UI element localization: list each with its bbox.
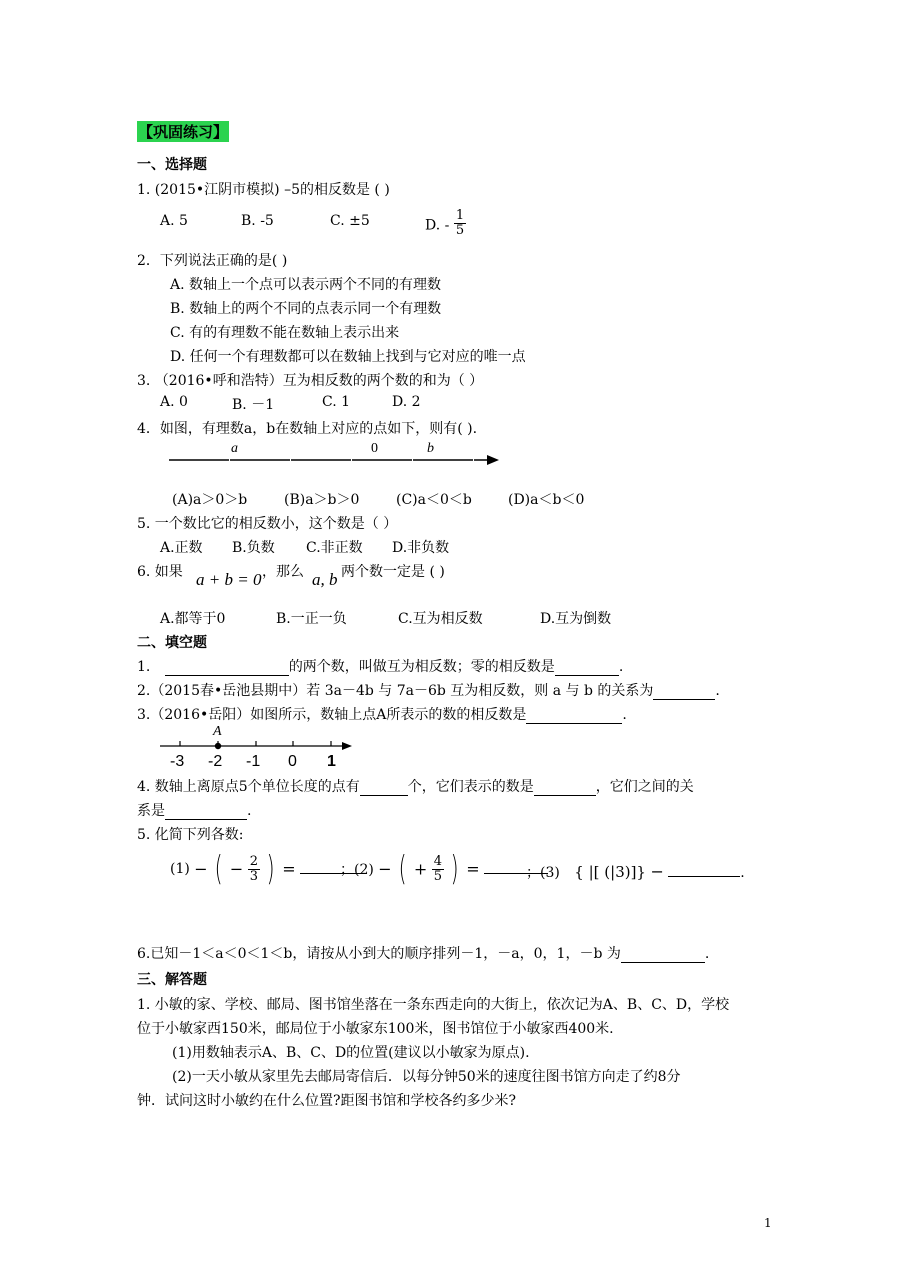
q6-option-b: B.一正一负 (276, 611, 347, 627)
q4-option-d: (D)a＜b＜0 (508, 492, 585, 508)
fill-q2: 2.（2015春•岳池县期中）若 3a－4b 与 7a－6b 互为相反数，则 a 与 b 的关系为 . (137, 683, 720, 699)
q1-fraction: $\frac{1}{5}$ (455, 208, 465, 238)
page-number: 1 (764, 1216, 772, 1230)
q2-option-a: A. 数轴上一个点可以表示两个不同的有理数 (170, 277, 442, 293)
q6-pre: 6. 如果 (137, 564, 183, 580)
fill-q3-blank[interactable] (526, 709, 622, 724)
q1-option-c: C. ±5 (330, 213, 370, 229)
fill-q5-stem: 5. 化简下列各数: (137, 827, 244, 843)
fill-q5-part3: ；(3) { |[ (|3)]} − . (526, 862, 745, 881)
q2-option-d: D. 任何一个有理数都可以在数轴上找到与它对应的唯一点 (170, 349, 526, 365)
q4-label-a: a (231, 441, 238, 456)
part1-title: 一、选择题 (137, 157, 207, 173)
q6-option-a: A.都等于0 (160, 611, 226, 627)
q2-stem: 2．下列说法正确的是( ) (137, 253, 288, 269)
q1-option-b: B. -5 (241, 213, 274, 229)
fill-q6: 6.已知－1＜a＜0＜1＜b，请按从小到大的顺序排列－1，－a，0，1，－b 为 . (137, 946, 710, 962)
q4-stem: 4．如图，有理数a，b在数轴上对应的点如下，则有( ). (137, 421, 478, 437)
q1-stem: 1. (2015•江阴市模拟) –5的相反数是 ( ) (137, 182, 390, 198)
q4-option-b: (B)a＞b＞0 (284, 492, 360, 508)
fill-q1: 1. 的两个数，叫做互为相反数；零的相反数是 . (137, 659, 624, 675)
q6-option-d: D.互为倒数 (540, 611, 612, 627)
point-a-label: A (213, 724, 222, 739)
q2-option-c: C. 有的有理数不能在数轴上表示出来 (170, 325, 400, 341)
fill-q5-blank3[interactable] (668, 870, 740, 877)
fill-q4-line2: 系是 . (137, 803, 252, 819)
q1-option-d: D. - $\frac{1}{5}$ (425, 208, 465, 238)
q2-option-b: B. 数轴上的两个不同的点表示同一个有理数 (170, 301, 442, 317)
fill-q4-line1: 4. 数轴上离原点5个单位长度的点有 个，它们表示的数是 ，它们之间的关 (137, 779, 694, 795)
q6-expression: a + b = 0 (196, 570, 262, 589)
answer-q1-line3: (1)用数轴表示A、B、C、D的位置(建议以小敏家为原点). (172, 1045, 530, 1061)
answer-q1-line4: (2)一天小敏从家里先去邮局寄信后．以每分钟50米的速度往图书馆方向走了约8分 (172, 1069, 681, 1085)
tick-label: -2 (208, 753, 223, 768)
fill-q2-blank[interactable] (653, 685, 715, 700)
answer-q1-line1: 1. 小敏的家、学校、邮局、图书馆坐落在一条东西走向的大街上，依次记为A、B、C、D，学校 (137, 997, 730, 1013)
q6-post: 两个数一定是 ( ) (341, 564, 445, 580)
fill-q1-blank1[interactable] (165, 661, 289, 676)
answer-q1-line2: 位于小敏家西150米，邮局位于小敏家东100米，图书馆位于小敏家西400米. (137, 1021, 614, 1037)
q3-option-b: B. －1 (232, 397, 275, 413)
section-title: 【巩固练习】 (138, 123, 229, 141)
q4-label-b: b (427, 441, 434, 456)
q4-number-line (165, 436, 505, 470)
q5-option-b: B.负数 (232, 540, 275, 556)
fill-q4-blank1[interactable] (360, 781, 408, 796)
q5-option-d: D.非负数 (392, 540, 450, 556)
part3-title: 三、解答题 (137, 972, 207, 988)
q6-option-c: C.互为相反数 (398, 611, 483, 627)
fill-q4-blank3[interactable] (165, 805, 247, 820)
q5-option-c: C.非正数 (306, 540, 363, 556)
answer-q1-line5: 钟．试问这时小敏约在什么位置?距图书馆和学校各约多少米? (137, 1093, 517, 1109)
tick-label: -1 (246, 753, 261, 768)
q4-option-c: (C)a＜0＜b (396, 492, 472, 508)
q5-option-a: A.正数 (160, 540, 203, 556)
q5-stem: 5. 一个数比它的相反数小，这个数是（ ） (137, 516, 398, 532)
q6-mid: ，那么 (262, 564, 304, 580)
fill-q6-blank[interactable] (621, 948, 705, 963)
q1-option-a: A. 5 (160, 213, 188, 229)
tick-label: -3 (170, 753, 185, 768)
q4-option-a: (A)a＞0＞b (172, 492, 248, 508)
q3-option-c: C. 1 (322, 394, 351, 410)
q3-option-d: D. 2 (392, 394, 421, 410)
fill-q4-blank2[interactable] (534, 781, 596, 796)
fill-q3-number-line (158, 722, 358, 768)
fill-q3: 3.（2016•岳阳）如图所示，数轴上点A所表示的数的相反数是 . (137, 707, 627, 723)
part2-title: 二、填空题 (137, 635, 207, 651)
q3-option-a: A. 0 (160, 394, 188, 410)
fill-q5-part1: (1) − ( − $\frac{2}{3}$ ) = (170, 852, 364, 886)
tick-label: 1 (327, 753, 336, 768)
tick-label: 0 (288, 753, 297, 768)
fill-q1-blank2[interactable] (555, 661, 619, 676)
fill-q5-part2: ；(2) − ( + $\frac{4}{5}$ ) = (340, 852, 548, 886)
q4-label-0: 0 (371, 441, 378, 456)
point-a-dot (215, 743, 221, 749)
q6-vars: a, b (312, 570, 338, 589)
q3-stem: 3. （2016•呼和浩特）互为相反数的两个数的和为（ ） (137, 373, 484, 389)
